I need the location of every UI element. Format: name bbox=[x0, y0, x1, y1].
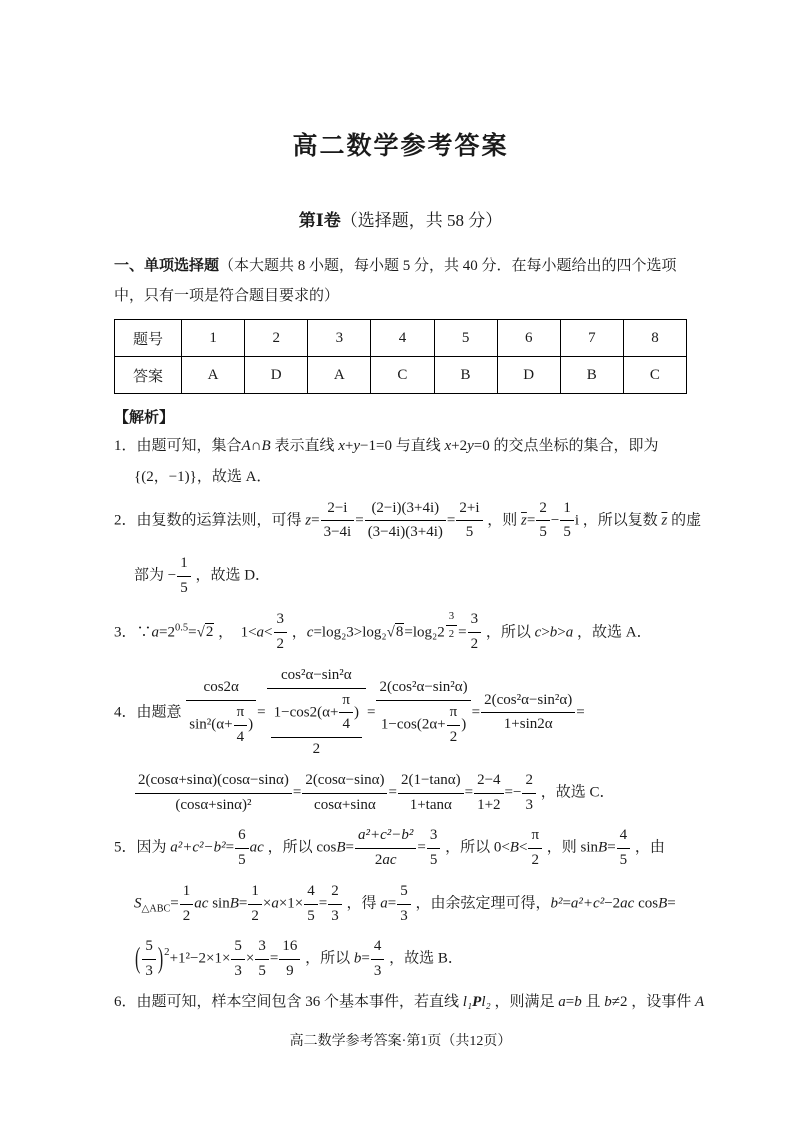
fraction: $\frac{4}{3}$ bbox=[370, 936, 386, 983]
question-number-cell: 3 bbox=[308, 320, 371, 357]
fraction: $\frac{2-i}{3-4i}$ bbox=[320, 498, 356, 545]
solution-item-5 bbox=[114, 825, 687, 983]
fraction: $\frac{16}{9}$ bbox=[278, 936, 301, 983]
solution-line: 5．因为 a²+c²−b²= $\frac{6}{5}$ ac ，所以 cosB= $\frac{\text{a²+c²−b²}}{2ac}$ = $\frac{3}{5}$ ，所以 0<B< $\frac{\pi}{2}$ ，则 sinB= $\frac{4}{5}$ ，由 bbox=[114, 825, 687, 872]
question-number-cell: 8 bbox=[623, 320, 686, 357]
sqrt: √8 bbox=[386, 624, 404, 641]
question-number-cell: 7 bbox=[560, 320, 623, 357]
fraction: $\frac{\pi}{4}$ bbox=[338, 690, 354, 737]
fraction: $\frac{3}{2}$ bbox=[445, 609, 458, 643]
fraction: $\frac{3}{2}$ bbox=[467, 609, 483, 656]
fraction: $\frac{2}{3}$ bbox=[327, 881, 343, 928]
solution-item-1 bbox=[114, 436, 687, 489]
question-number-cell: 4 bbox=[371, 320, 434, 357]
volume-heading-bold: 第Ⅰ卷 bbox=[298, 211, 341, 230]
row-label-cell: 题号 bbox=[115, 320, 182, 357]
fraction: $\frac{1}{2}$ bbox=[179, 881, 195, 928]
fraction: cos²α−sin²α 1−cos2(α+ $\frac{\pi}{4}$ ) 2 bbox=[266, 665, 367, 761]
volume-heading-rest: （选择题，共 58 分） bbox=[340, 211, 503, 230]
fraction: $\frac{(2-i)(3+4i)}{(3-4i)(3+4i)}$ bbox=[364, 498, 447, 545]
fraction: $\frac{\text{a²+c²−b²}}{2ac}$ bbox=[354, 825, 417, 872]
fraction: $\frac{1}{5}$ bbox=[176, 553, 192, 600]
fraction: $\frac{2}{5}$ bbox=[535, 498, 551, 545]
answer-cell: B bbox=[560, 357, 623, 394]
answer-cell: A bbox=[182, 357, 245, 394]
section-heading bbox=[114, 251, 687, 311]
analysis-label: 【解析】 bbox=[114, 410, 175, 426]
section-heading-rest: （本大题共 8 小题，每小题 5 分，共 40 分．在每小题给出的四个选项中，只有一项是符合题目要求的） bbox=[114, 258, 677, 304]
page-title: 高二数学参考答案 bbox=[292, 133, 509, 160]
fraction: $\frac{5}{3}$ bbox=[141, 936, 157, 983]
solution-line: 1．由题可知，集合A∩B 表示直线 x+y−1=0 与直线 x+2y=0 的交点坐标的集合，即为 bbox=[114, 438, 659, 454]
section-heading-bold: 一、单项选择题 bbox=[114, 258, 220, 274]
solution-item-2 bbox=[114, 498, 702, 600]
solution-line: $\frac{2(\cos\alpha+\sin\alpha)(\cos\alpha-\sin\alpha)}{\text{(cosα+sinα)²}}$ = $\frac{2(\cos\alpha-\sin\alpha)}{\cos\alpha+\sin\alpha}$ = $\frac{2(1-\tan\alpha)}{1+\tan\alpha}$ = $\frac{2-4}{1+2}$ =− $\frac{2}{3}$ ，故选 C． bbox=[114, 770, 687, 817]
solution-item-6 bbox=[114, 992, 705, 1014]
fraction: $\frac{2(1-\tan\alpha)}{1+\tan\alpha}$ bbox=[397, 770, 465, 817]
volume-heading bbox=[114, 206, 687, 231]
fraction: $\frac{1}{2}$ bbox=[247, 881, 263, 928]
solution-item-3 bbox=[114, 609, 687, 656]
fraction: 2(cos²α−sin²α) 1−cos(2α+ $\frac{\pi}{2}$ ) bbox=[375, 677, 471, 748]
answer-cell: C bbox=[371, 357, 434, 394]
fraction: $\frac{\pi}{4}$ bbox=[233, 702, 249, 749]
answer-row bbox=[115, 357, 687, 394]
sqrt: √2 bbox=[196, 624, 214, 641]
fraction: $\frac{4}{5}$ bbox=[303, 881, 319, 928]
solution-line: {(2，−1)}，故选 A． bbox=[134, 468, 272, 485]
fraction: $\frac{\pi}{2}$ bbox=[446, 702, 462, 749]
question-number-cell: 6 bbox=[497, 320, 560, 357]
question-number-cell: 2 bbox=[245, 320, 308, 357]
question-number-cell: 5 bbox=[434, 320, 497, 357]
solutions-list bbox=[114, 436, 705, 1014]
solution-line: 3．$\because a=2^{0.5}=√2$ ， 1<a< $\frac{3}{2}$ ，c=log₂3>log₂√8=log₂2 $\frac{3}{2}$ = $\frac{3}{2}$ ，所以 c>b>a ，故选 A． bbox=[114, 609, 687, 656]
question-number-cell: 1 bbox=[182, 320, 245, 357]
answer-table bbox=[114, 319, 687, 394]
answer-cell: D bbox=[497, 357, 560, 394]
solution-line: 6．由题可知，样本空间包含 36 个基本事件，若直线 l₁Pl₂ ，则满足 a=b 且 b≠2 ，设事件 A bbox=[114, 993, 705, 1010]
solution-line: 4．由题意 cos2α sin²(α+ $\frac{\pi}{4}$ ) = cos²α−sin²α 1−cos2(α+ $\frac{\pi}{4}$ ) 2 = 2(cos²α−sin²α) 1−cos(2α+ $\frac{\pi}{2}$ ) = $\frac{\text{2(cos²α−sin²α)}}{1+\sin 2\alpha}$ = bbox=[114, 665, 687, 761]
solution-item-4 bbox=[114, 665, 687, 817]
fraction: $\frac{2(\cos\alpha+\sin\alpha)(\cos\alpha-\sin\alpha)}{\text{(cosα+sinα)²}}$ bbox=[134, 770, 293, 817]
fraction: $\frac{2}{3}$ bbox=[521, 770, 537, 817]
fraction: $\frac{3}{2}$ bbox=[273, 609, 289, 656]
answer-cell: C bbox=[623, 357, 686, 394]
row-label-cell: 答案 bbox=[115, 357, 182, 394]
fraction: $\frac{3}{5}$ bbox=[254, 936, 270, 983]
answer-cell: D bbox=[245, 357, 308, 394]
question-number-row bbox=[115, 320, 687, 357]
fraction: $\frac{2+i}{5}$ bbox=[455, 498, 483, 545]
solution-line: $S_{\triangle ABC}=$ $\frac{1}{2}$ ac sinB= $\frac{1}{2}$ ×a×1× $\frac{4}{5}$ = $\frac{2}{3}$ ，得 a= $\frac{5}{3}$ ，由余弦定理可得，b²=a²+c²−2ac cosB= bbox=[114, 881, 687, 928]
solution-line: ( $\frac{5}{3}$ )2+1²−2×1× $\frac{5}{3}$ × $\frac{3}{5}$ = $\frac{16}{9}$ ，所以 b= $\frac{4}{3}$ ，故选 B． bbox=[114, 936, 687, 983]
fraction: $\frac{2-4}{1+2}$ bbox=[473, 770, 504, 817]
fraction: $\frac{5}{3}$ bbox=[230, 936, 246, 983]
answer-cell: A bbox=[308, 357, 371, 394]
solution-line: 2．由复数的运算法则，可得 z= $\frac{2-i}{3-4i}$ = $\frac{(2-i)(3+4i)}{(3-4i)(3+4i)}$ = $\frac{2+i}{5}$ ，则 $\overline{z}=$ $\frac{2}{5}$ − $\frac{1}{5}$ i ，所以复数 $\overline{z}$ 的虚 bbox=[114, 498, 687, 545]
fraction: $\frac{1}{5}$ bbox=[559, 498, 575, 545]
fraction: 1−cos2(α+ $\frac{\pi}{4}$ ) 2 bbox=[270, 690, 363, 761]
fraction: $\frac{3}{5}$ bbox=[426, 825, 442, 872]
answer-cell: B bbox=[434, 357, 497, 394]
fraction: $\frac{2(\cos\alpha-\sin\alpha)}{\cos\alpha+\sin\alpha}$ bbox=[301, 770, 388, 817]
page-footer: 高二数学参考答案·第1页（共12页） bbox=[289, 1033, 512, 1049]
fraction: cos2α sin²(α+ $\frac{\pi}{4}$ ) bbox=[185, 677, 257, 748]
fraction: $\frac{5}{3}$ bbox=[396, 881, 412, 928]
fraction: $\frac{\text{2(cos²α−sin²α)}}{1+\sin 2\alpha}$ bbox=[480, 690, 576, 737]
fraction: $\frac{6}{5}$ bbox=[234, 825, 250, 872]
solution-line: 部为 − $\frac{1}{5}$ ，故选 D． bbox=[114, 553, 687, 600]
fraction: $\frac{\pi}{2}$ bbox=[527, 825, 543, 872]
fraction: $\frac{4}{5}$ bbox=[616, 825, 632, 872]
